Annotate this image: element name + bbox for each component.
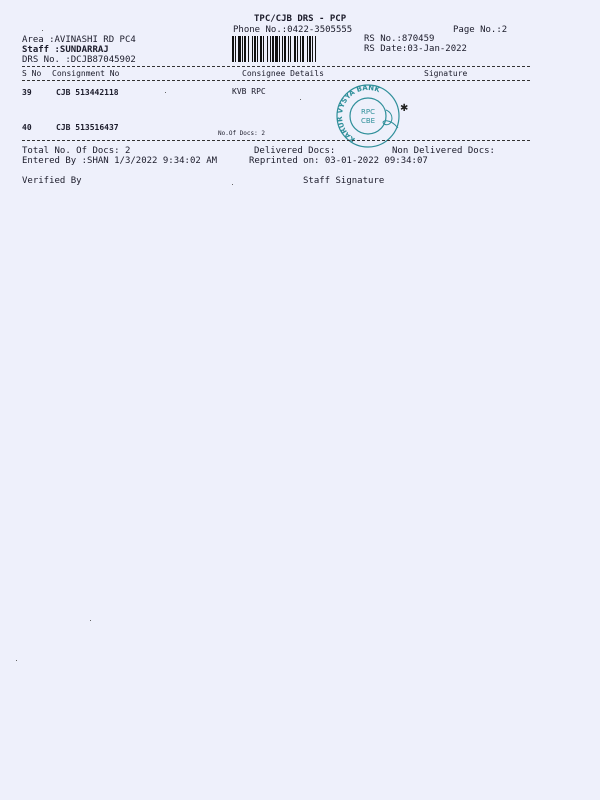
row-consignment: CJB 513516437 bbox=[56, 123, 119, 132]
non-delivered-docs: Non Delivered Docs: bbox=[392, 146, 495, 156]
scan-speck bbox=[300, 99, 301, 100]
stamp-center-line1: RPC bbox=[361, 108, 375, 116]
row-sno: 39 bbox=[22, 88, 32, 97]
staff-signature: Staff Signature bbox=[303, 176, 385, 186]
entered-by: Entered By :SHAN 1/3/2022 9:34:02 AM bbox=[22, 156, 218, 166]
bank-stamp-icon bbox=[326, 84, 410, 152]
rs-number: RS No.:870459 bbox=[364, 34, 435, 44]
column-header-signature: Signature bbox=[424, 69, 468, 78]
stamp-center-line2: CBE bbox=[360, 117, 376, 125]
column-header-consignee: Consignee Details bbox=[242, 69, 324, 78]
rs-date: RS Date:03-Jan-2022 bbox=[364, 44, 467, 54]
scan-speck bbox=[165, 92, 166, 93]
row-consignee: KVB RPC bbox=[232, 87, 266, 96]
row-sno: 40 bbox=[22, 123, 32, 132]
scan-speck bbox=[232, 184, 233, 185]
total-docs: Total No. Of Docs: 2 bbox=[22, 146, 131, 156]
area-label: Area :AVINASHI RD PC4 bbox=[22, 35, 136, 45]
page-number: Page No.:2 bbox=[453, 25, 508, 35]
scan-speck bbox=[16, 660, 17, 661]
column-header-consignment: Consignment No bbox=[52, 69, 120, 78]
scan-speck bbox=[42, 30, 43, 31]
phone-number: Phone No.:0422-3505555 bbox=[233, 25, 353, 35]
divider-footer bbox=[22, 140, 530, 141]
no-of-docs: No.Of Docs: 2 bbox=[218, 130, 265, 137]
barcode-icon bbox=[232, 36, 360, 62]
document-title: TPC/CJB DRS - PCP bbox=[254, 14, 347, 24]
drs-number: DRS No. :DCJB87045902 bbox=[22, 55, 136, 65]
stamp-ring-text: KARUR VYSYA BANK bbox=[335, 84, 381, 144]
column-header-sno: S No bbox=[22, 69, 42, 78]
delivered-docs: Delivered Docs: bbox=[254, 146, 336, 156]
divider-top bbox=[22, 66, 530, 67]
row-consignment: CJB 513442118 bbox=[56, 88, 119, 97]
scan-speck bbox=[90, 620, 91, 621]
reprinted-on: Reprinted on: 03-01-2022 09:34:07 bbox=[249, 156, 428, 166]
staff-label: Staff :SUNDARRAJ bbox=[22, 45, 109, 55]
verified-by: Verified By bbox=[22, 176, 82, 186]
star-icon: ✱ bbox=[400, 103, 409, 114]
divider-header bbox=[22, 80, 530, 81]
